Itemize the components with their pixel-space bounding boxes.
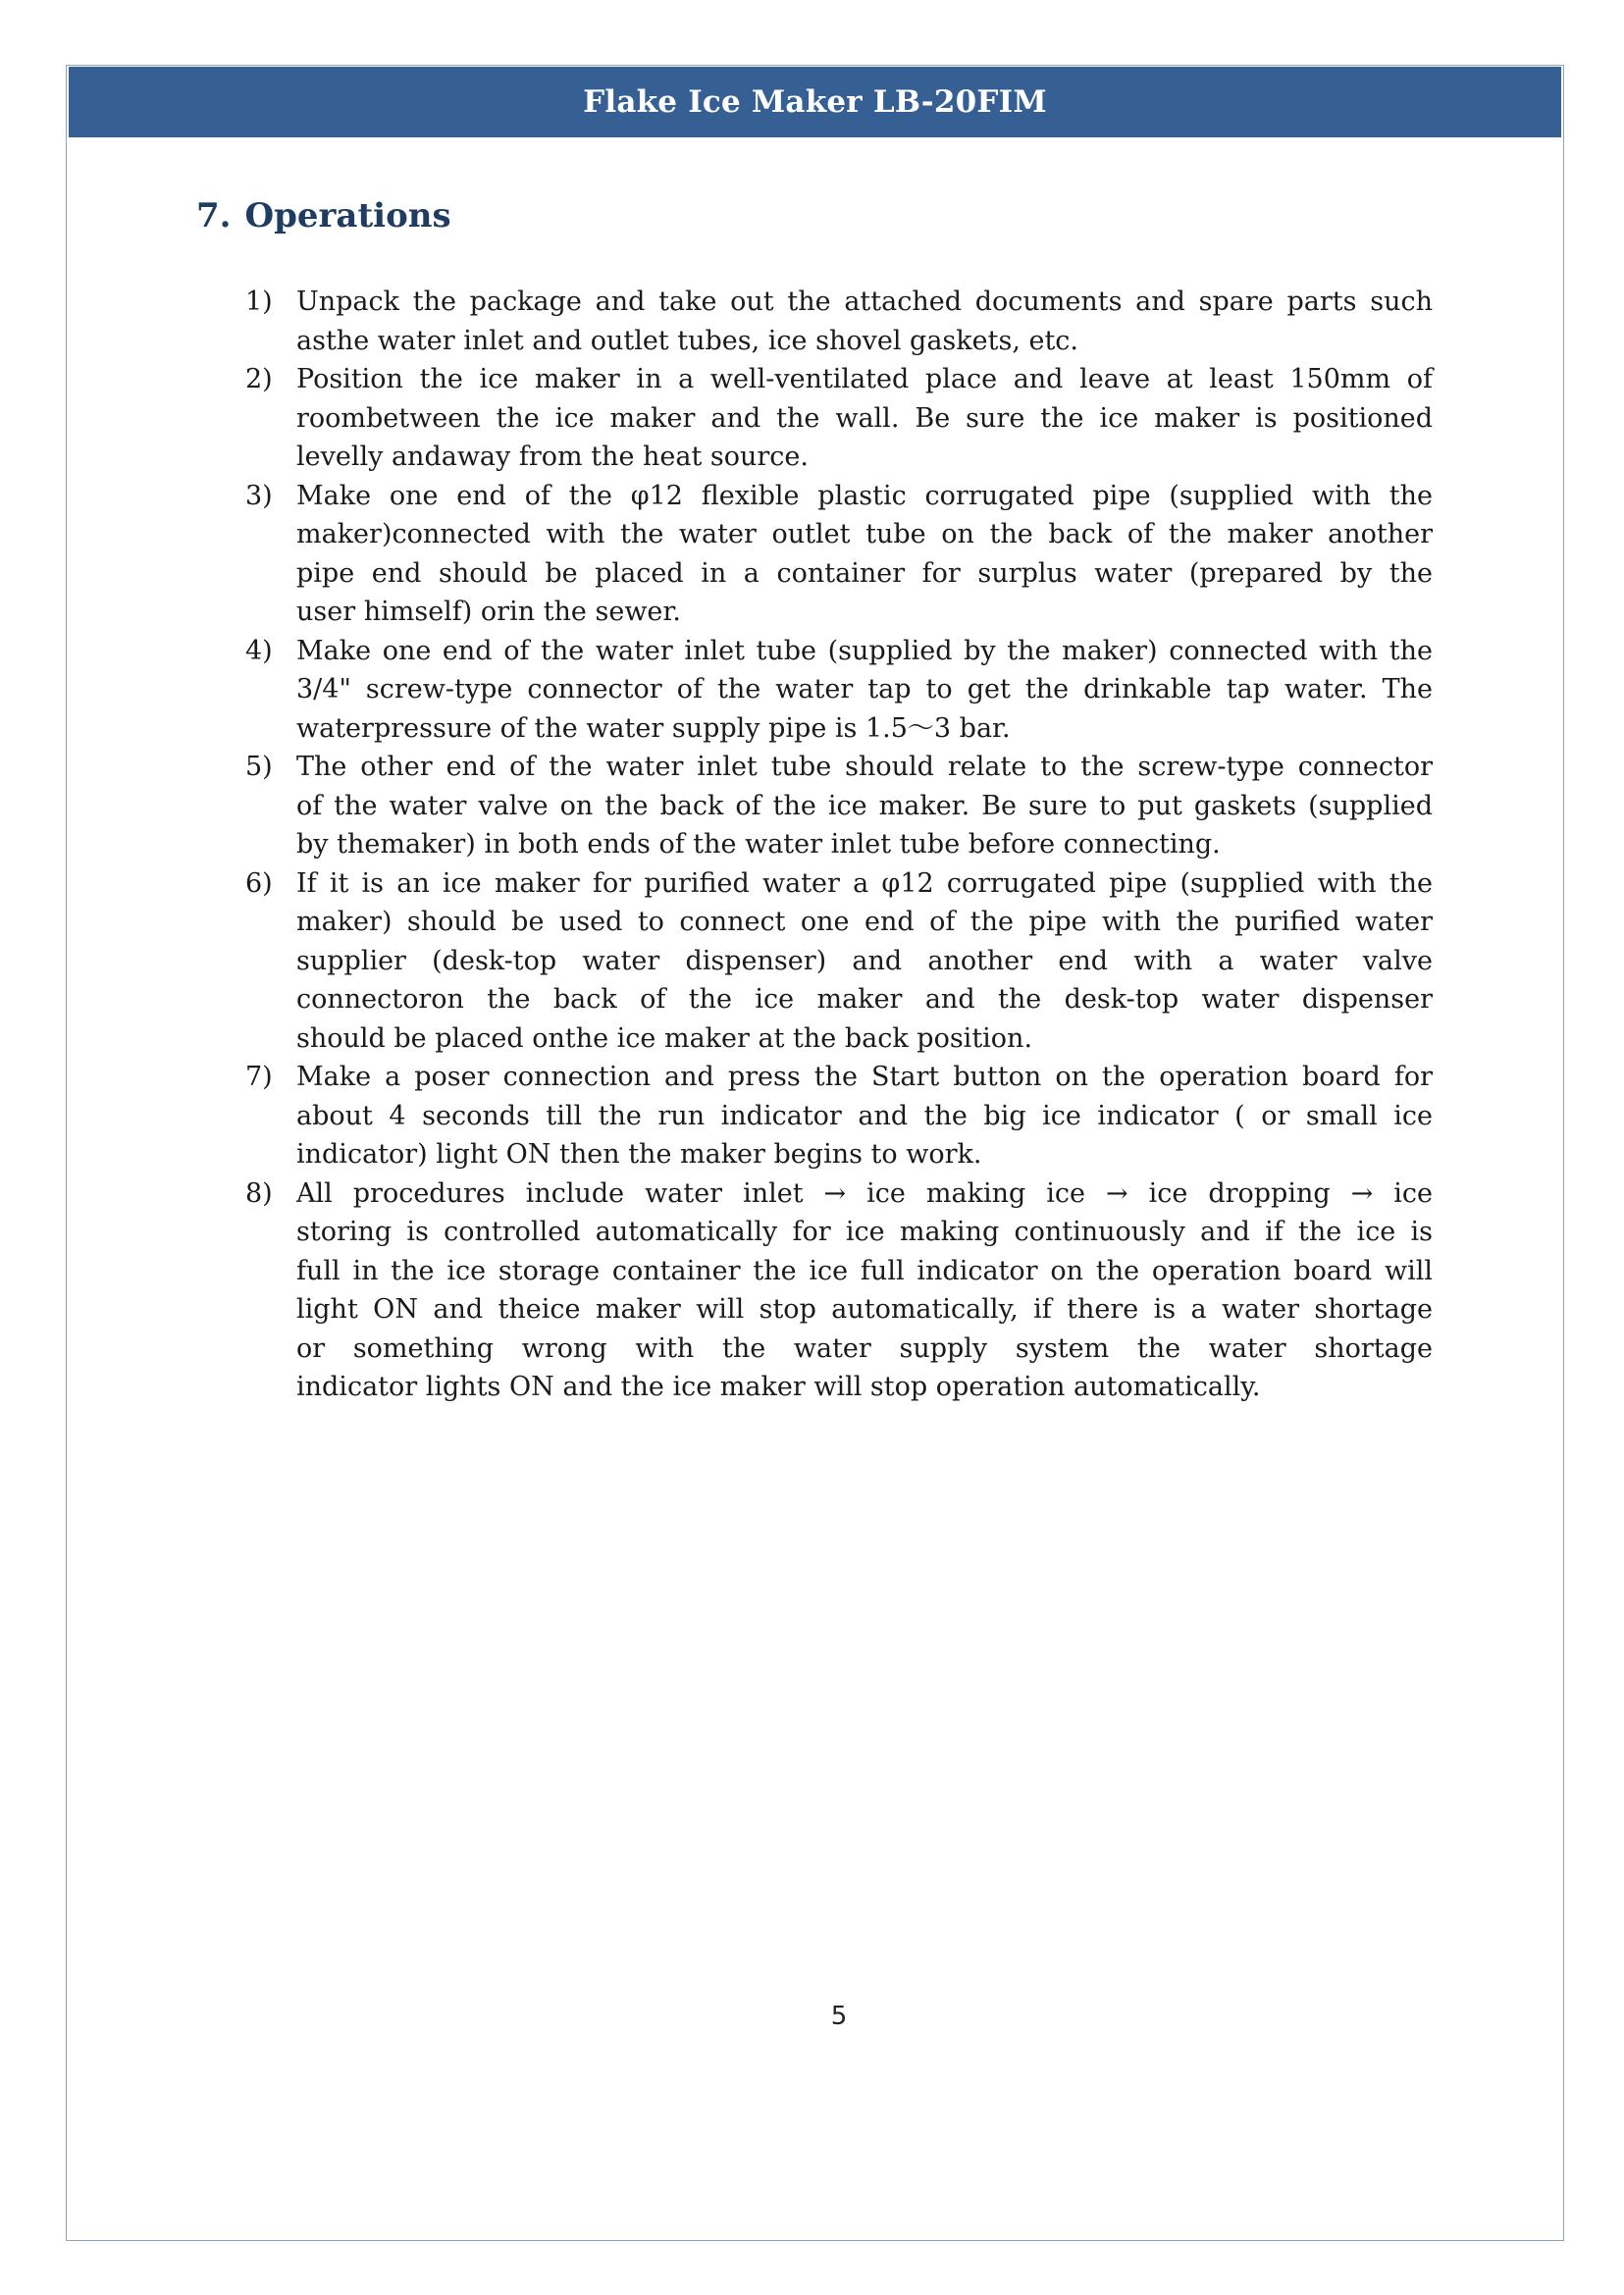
operations-steps-list bbox=[245, 283, 1433, 1407]
step-text-line: storing is controlled automatically for ice making continuously and if the ice is bbox=[296, 1217, 1433, 1247]
step-text-line: light ON and theice maker will stop automatically, if there is a water shortage bbox=[296, 1294, 1433, 1325]
step-text-line: maker) should be used to connect one end of the pipe with the purified water bbox=[296, 907, 1433, 937]
step-text-line: user himself) orin the sewer. bbox=[296, 597, 681, 627]
step-text-line: connectoron the back of the ice maker and the desk-top water dispenser bbox=[296, 984, 1433, 1015]
step-text-line: by themaker) in both ends of the water inlet tube before connecting. bbox=[296, 829, 1221, 860]
operation-step bbox=[245, 283, 1433, 360]
step-text-line: of the water valve on the back of the ice maker. Be sure to put gaskets (supplied bbox=[296, 790, 1433, 821]
step-text-line: Make a poser connection and press the Start button on the operation board for bbox=[296, 1062, 1433, 1092]
step-text-line: maker)connected with the water outlet tube on the back of the maker another bbox=[296, 519, 1433, 549]
step-text bbox=[296, 632, 1433, 749]
step-number: 4) bbox=[245, 635, 273, 666]
operation-step bbox=[245, 1174, 1433, 1407]
operation-step bbox=[245, 748, 1433, 864]
step-text-line: The other end of the water inlet tube should relate to the screw-type connector bbox=[296, 752, 1433, 782]
step-text-line: levelly andaway from the heat source. bbox=[296, 442, 809, 472]
step-text-line: indicator) light ON then the maker begins to work. bbox=[296, 1139, 982, 1170]
step-text-line: All procedures include water inlet → ice making ice → ice dropping → ice bbox=[296, 1177, 1433, 1209]
step-text bbox=[296, 1174, 1433, 1407]
step-text-line: Make one end of the φ12 flexible plastic corrugated pipe (supplied with the bbox=[296, 480, 1433, 511]
operation-step bbox=[245, 1058, 1433, 1174]
step-text bbox=[296, 360, 1433, 477]
step-text bbox=[296, 748, 1433, 864]
step-text-line: Unpack the package and take out the attached documents and spare parts such bbox=[296, 287, 1433, 317]
step-text-line: 3/4" screw-type connector of the water tap to get the drinkable tap water. The bbox=[296, 674, 1433, 704]
step-text-line: waterpressure of the water supply pipe is 1.5～3 bar. bbox=[296, 712, 1011, 744]
step-text bbox=[296, 1058, 1433, 1174]
step-number: 2) bbox=[245, 364, 273, 394]
section-title: Operations bbox=[244, 196, 451, 235]
step-text-line: or something wrong with the water supply system the water shortage bbox=[296, 1332, 1433, 1364]
operation-step bbox=[245, 632, 1433, 749]
step-text-line: roombetween the ice maker and the wall. Be sure the ice maker is positioned bbox=[296, 402, 1433, 434]
step-number: 5) bbox=[245, 752, 273, 782]
operation-step bbox=[245, 360, 1433, 477]
step-text-line: indicator lights ON and the ice maker will stop operation automatically. bbox=[296, 1372, 1261, 1402]
step-number: 3) bbox=[245, 480, 273, 511]
section-heading bbox=[196, 196, 451, 235]
step-text bbox=[296, 477, 1433, 632]
step-text-line: Position the ice maker in a well-ventilated place and leave at least 150mm of bbox=[296, 364, 1433, 394]
step-text-line: Make one end of the water inlet tube (supplied by the maker) connected with the bbox=[296, 635, 1433, 666]
document-title: Flake Ice Maker LB-20FIM bbox=[583, 84, 1047, 120]
step-text-line: about 4 seconds till the run indicator and the big ice indicator ( or small ice bbox=[296, 1100, 1433, 1131]
step-number: 1) bbox=[245, 287, 273, 317]
step-text bbox=[296, 864, 1433, 1059]
document-header bbox=[69, 67, 1561, 137]
step-number: 8) bbox=[245, 1177, 273, 1209]
step-text-line: should be placed onthe ice maker at the back position. bbox=[296, 1022, 1033, 1054]
operation-step bbox=[245, 477, 1433, 632]
step-number: 6) bbox=[245, 867, 273, 899]
step-text-line: supplier (desk-top water dispenser) and another end with a water valve bbox=[296, 945, 1433, 976]
step-text-line: full in the ice storage container the ice full indicator on the operation board will bbox=[296, 1255, 1433, 1286]
section-number: 7. bbox=[196, 196, 232, 235]
step-number: 7) bbox=[245, 1062, 273, 1092]
step-text bbox=[296, 283, 1433, 360]
operation-step bbox=[245, 864, 1433, 1059]
step-text-line: asthe water inlet and outlet tubes, ice shovel gaskets, etc. bbox=[296, 325, 1079, 356]
step-text-line: If it is an ice maker for purified water a φ12 corrugated pipe (supplied with the bbox=[296, 867, 1433, 899]
step-text-line: pipe end should be placed in a container for surplus water (prepared by the bbox=[296, 557, 1433, 589]
page-number: 5 bbox=[830, 2002, 848, 2031]
